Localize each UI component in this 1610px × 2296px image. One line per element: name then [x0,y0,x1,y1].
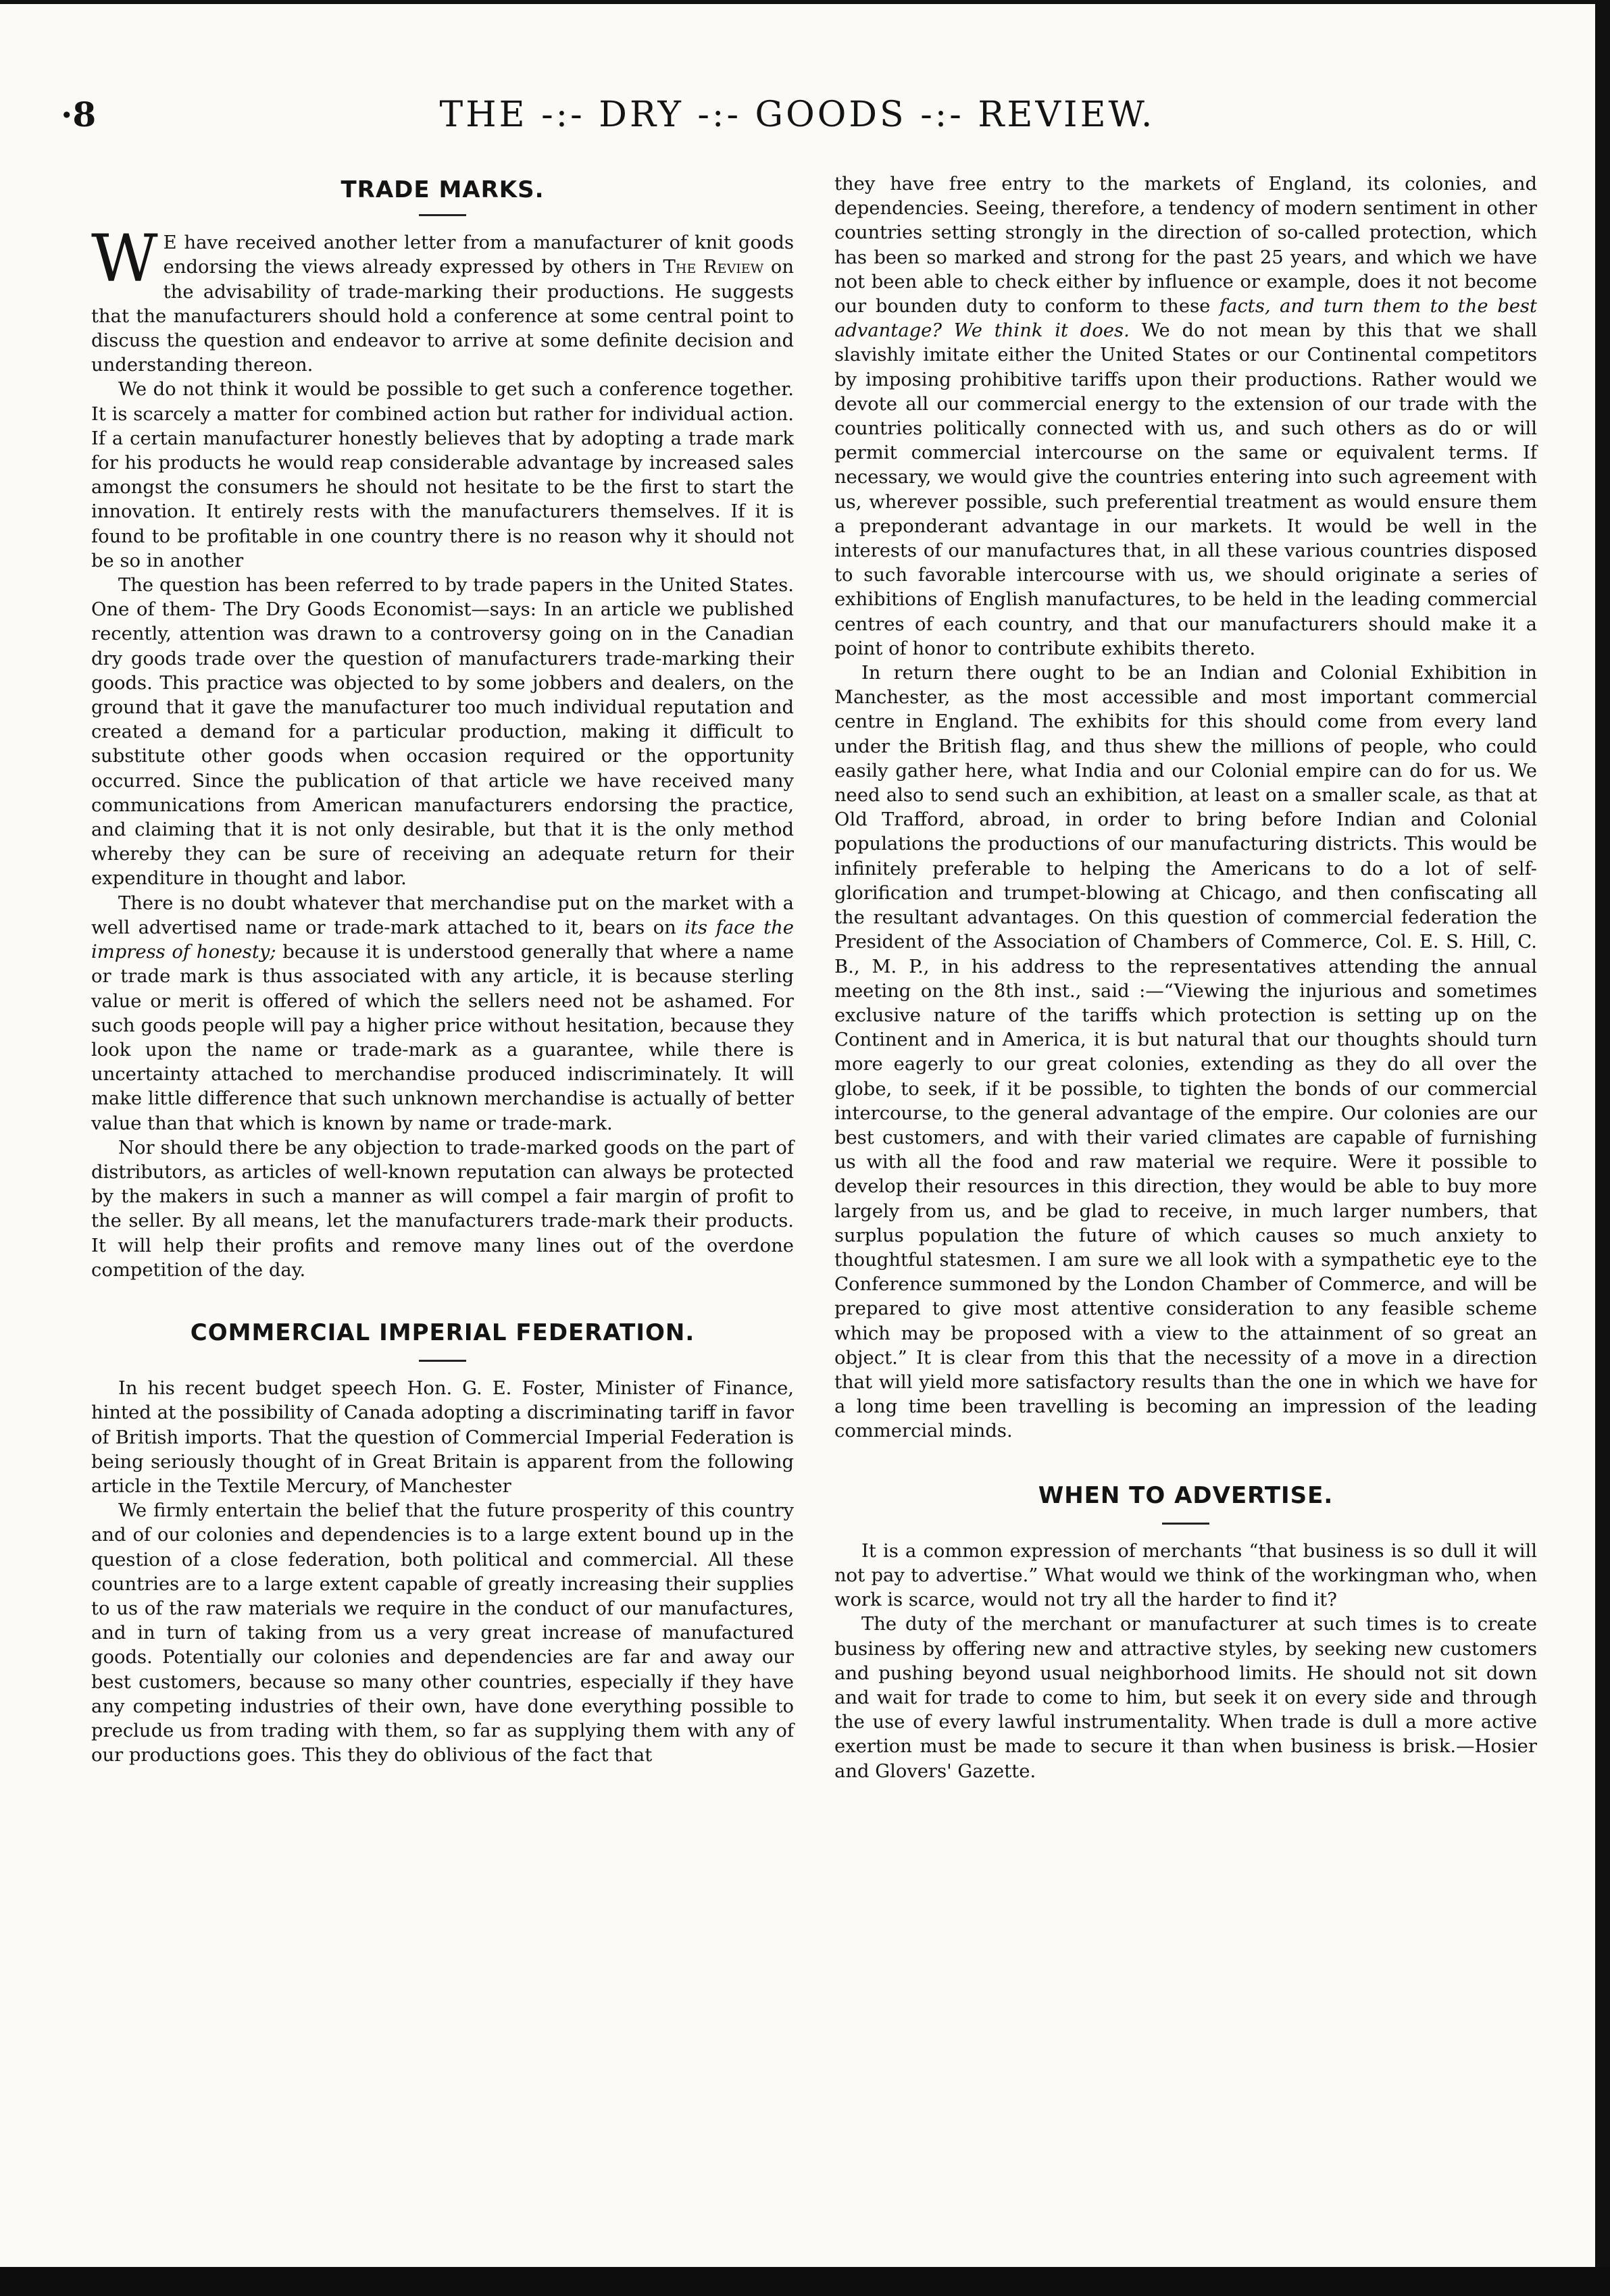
heading-rule [1162,1523,1209,1525]
trade-marks-paragraph-5: Nor should there be any objection to trade-marked goods on the part of distributors, as articles of well-known reputation can always be protected by the makers in such a manner as will compel a fair margin of profit to the seller. By all means, let the manufacturers trade-mark their products. It will help their profits and remove many lines out of the overdone competition of the day. [91,1137,794,1281]
when-to-advertise-heading: WHEN TO ADVERTISE. [1038,1481,1334,1509]
page-header [41,95,1554,149]
commercial-paragraph-2: We firmly entertain the belief that the future prosperity of this country and of our colonies and dependencies is to a large extent bound up in the question of a close federation, both political and commercial. All these countries are to a large extent capable of greatly increasing their supplies to us of the raw materials we require in the conduct of our manufactures, and in turn of taking from us a very great increase of manufactured goods. Potentially our colonies and dependencies are far and away our best customers, because so many other countries, especially if they have any competing industries of their own, have done everything possible to preclude us from trading with them, so far as supplying them with any of our productions goes. This they do oblivious of the fact that [91,1500,794,1766]
right-column [834,172,1537,1784]
masthead-title: THE -:- DRY -:- GOODS -:- REVIEW. [439,95,1155,135]
commercial-paragraph-3: In return there ought to be an Indian and Colonial Exhibition in Manchester, as the most accessible and most important commercial centre in England. The exhibits for this should come from every land under the British flag, and thus shew the millions of people, who could easily gather here, what India and our Colonial empire can do for us. We need also to send such an exhibition, at least on a smaller scale, as that at Old Trafford, abroad, in order to bring before Indian and Colonial populations the productions of our manufacturing districts. This would be infinitely preferable to helping the Americans to do a lot of self-glorification and trumpet-blowing at Chicago, and then confiscating all the resultant advantages. On this question of commercial federation the President of the Association of Chambers of Commerce, Col. E. S. Hill, C. B., M. P., in his address to the representatives attending the annual meeting on the 8th inst., said :—“Viewing the injurious and sometimes exclusive nature of the tariffs which protection is setting up on the Continent and in America, it is but natural that our thoughts should turn more eagerly to our great colonies, extending as they do all over the globe, to seek, if it be possible, to tighten the bonds of our commercial intercourse, to the general advantage of the empire. Our colonies are our best customers, and with their varied climates are capable of furnishing us with all the food and raw material we require. Were it possible to develop their resources in this direction, they would be able to buy more largely from us, and be glad to receive, in much larger numbers, that surplus population the future of which causes so much anxiety to thoughtful statesmen. I am sure we all look with a sympathetic eye to the Conference summoned by the London Chamber of Commerce, and will be prepared to give most attentive consideration to any feasible scheme which may be proposed with a view to the attainment of so great an object.” It is clear from this that the necessity of a move in a direction that will yield more satisfactory results than the one in which we have for a long time been travelling is becoming an impression of the leading commercial minds. [834,663,1537,1442]
page-number: ·8 [61,95,97,134]
trade-marks-paragraph-4: There is no doubt whatever that merchandise put on the market with a well advertised name or trade-mark attached to it, bears on its face the impress of honesty; because it is understood generally that where a name or trade mark is thus associated with any article, it is because sterling value or merit is offered of which the sellers need not be ashamed. For such goods people will pay a higher price without hesitation, because they look upon the name or trade-mark as a guarantee, while there is uncertainty attached to merchandise produced indiscriminately. It will make little difference that such unknown merchandise is actually of better value than that which is known by name or trade-mark. [91,892,794,1134]
advertise-paragraph-1: It is a common expression of merchants “that business is so dull it will not pay to advertise.” What would we think of the workingman who, when work is scarce, would not try all the harder to find it? [834,1540,1537,1611]
commercial-paragraph-2-continued: they have free entry to the markets of England, its colonies, and dependencies. Seeing, therefore, a tendency of modern sentiment in other countries setting strongly in the direction of so-called protection, which has been so marked and strong for the past 25 years, and which we have not been able to check either by influence or example, does it not become our bounden duty to conform to these facts, and turn them to the best advantage? We think it does. We do not mean by this that we shall slavishly imitate either the United States or our Continental competitors by imposing prohibitive tariffs upon their productions. Rather would we devote all our commercial energy to the extension of our trade with the countries politically connected with us, and such others as do or will permit commercial intercourse on the same or equivalent terms. If necessary, we would give the countries entering into such agreement with us, wherever possible, such preferential treatment as would ensure them a preponderant advantage in our markets. It would be well in the interests of our manufactures that, in all these various countries disposed to such favorable intercourse with us, we should originate a series of exhibitions of English manufactures, to be held in the leading commercial centres of each country, and that our manufacturers should make it a point of honor to contribute exhibits thereto. [834,174,1537,659]
page-bottom-edge [0,2267,1610,2296]
page-right-edge [1595,0,1610,2296]
trade-marks-paragraph-3: The question has been referred to by trade papers in the United States. One of them- The Dry Goods Economist—says: In an article we published recently, attention was drawn to a controversy going on in the Canadian dry goods trade over the question of manufacturers trade-marking their goods. This practice was objected to by some jobbers and dealers, on the ground that it gave the manufacturer too much individual reputation and created a demand for a particular production, making it difficult to substitute other goods when occasion required or the opportunity occurred. Since the publication of that article we have received many communications from American manufacturers endorsing the practice, and claiming that it is not only desirable, but that it is the only method whereby they can be sure of receiving an adequate return for their expenditure in thought and labor. [91,575,794,890]
publication-name: The Review [663,257,764,278]
heading-rule [419,214,466,216]
drop-cap: W [91,221,158,297]
trade-marks-paragraph-2: We do not think it would be possible to get such a conference together. It is scarcely a matter for combined action but rather for individual action. If a certain manufacturer honestly believes that by adopting a trade mark for his products he would reap considerable advantage by increased sales amongst the consumers he should not hesitate to be the first to start the innovation. It entirely rests with the manufacturers themselves. If it is found to be profitable in one country there is no reason why it should not be so in another [91,379,794,571]
commercial-paragraph-1: In his recent budget speech Hon. G. E. Foster, Minister of Finance, hinted at the possibility of Canada adopting a discriminating tariff in favor of British imports. That the question of Commercial Imperial Federation is being seriously thought of in Great Britain is apparent from the following article in the Textile Mercury, of Manchester [91,1378,794,1497]
trade-marks-heading: TRADE MARKS. [341,176,545,203]
left-column [91,172,794,1768]
trade-marks-paragraph-1: W E have received another letter from a manufacturer of knit goods endorsing the views already expressed by others in The Review on the advisability of trade-marking their productions. He suggests that the manufacturers should hold a conference at some central point to discuss the question and endeavor to arrive at some definite decision and understanding thereon. [91,221,795,376]
advertise-paragraph-2: The duty of the merchant or manufacturer at such times is to create business by offering new and attractive styles, by seeking new customers and pushing beyond usual neighborhood limits. He should not sit down and wait for trade to come to him, but seek it on every side and through the use of every lawful instrumentality. When trade is dull a more active exertion must be made to secure it than when business is brisk.—Hosier and Glovers' Gazette. [834,1614,1537,1782]
page-top-edge [0,0,1610,14]
commercial-federation-heading: COMMERCIAL IMPERIAL FEDERATION. [190,1319,695,1346]
heading-rule [419,1360,466,1362]
